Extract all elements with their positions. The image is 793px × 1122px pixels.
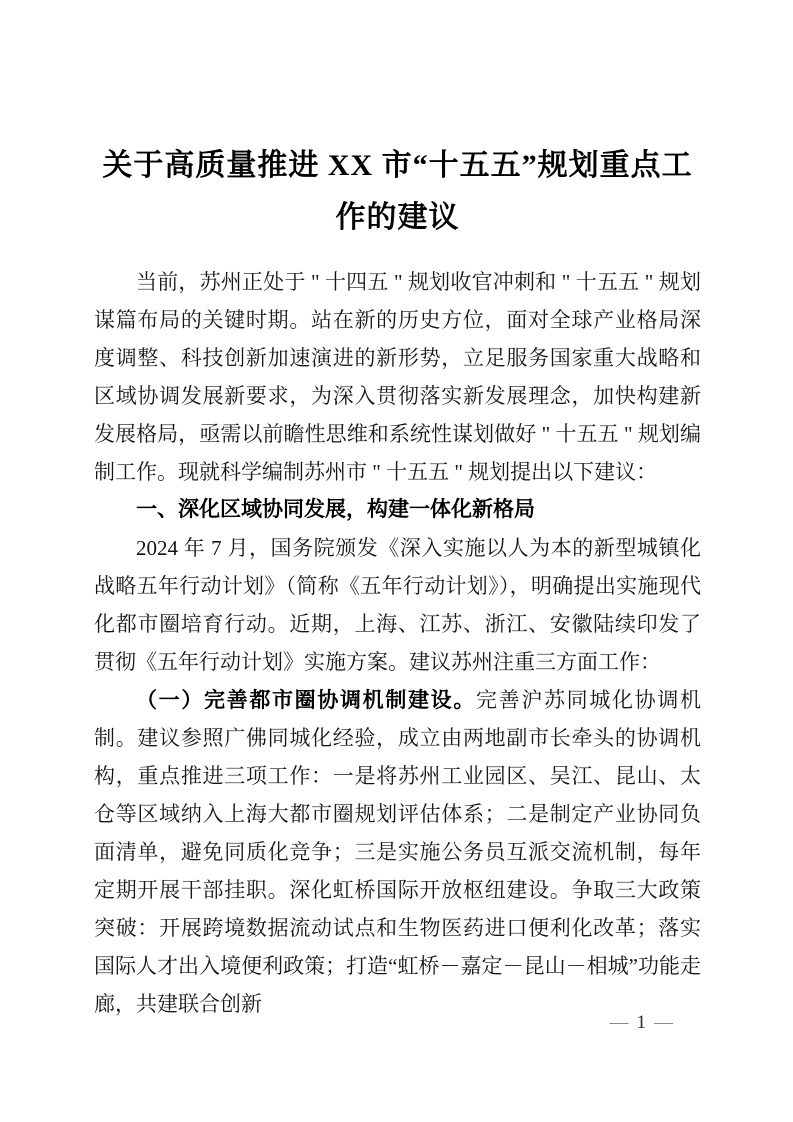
page-number-dash-right: —: [654, 1012, 675, 1033]
paragraph-3: [94, 681, 701, 1023]
page-number-dash-left: —: [609, 1012, 631, 1033]
paragraph-intro: 当前，苏州正处于 " 十四五 " 规划收官冲刺和 " 十五五 " 规划谋篇布局的关键时期。站在新的历史方位，面对全球产业格局深度调整、科技创新加速演进的新形势，立足服务国家重大战略和区域协调发展新要求，为深入贯彻落实新发展理念，加快构建新发展格局，亟需以前瞻性思维和系统性谋划做好 " 十五五 " 规划编制工作。现就科学编制苏州市 " 十五五 " 规划提出以下建议：: [94, 270, 701, 484]
paragraph-3-lead: （一）完善都市圈协调机制建设。: [136, 688, 476, 712]
paragraph-2: 2024 年 7 月，国务院颁发《深入实施以人为本的新型城镇化战略五年行动计划》（简称《五年行动计划》），明确提出实施现代化都市圈培育行动。近期，上海、江苏、浙江、安徽陆续印发了贯彻《五年行动计划》实施方案。建议苏州注重三方面工作：: [94, 536, 701, 674]
document-content: [94, 0, 701, 1023]
document-title-line-1: 关于高质量推进 XX 市“十五五”规划重点工: [102, 149, 693, 182]
document-title-line-2: 作的建议: [335, 201, 460, 234]
section-heading-1: 一、深化区域协同发展，构建一体化新格局: [136, 498, 535, 521]
paragraph-3-body: 完善沪苏同城化协调机制。建议参照广佛同城化经验，成立由两地副市长牵头的协调机构，重点推进三项工作：一是将苏州工业园区、吴江、昆山、太仓等区域纳入上海大都市圈规划评估体系；二是制定产业协同负面清单，避免同质化竞争；三是实施公务员互派交流机制，每年定期开展干部挂职。深化虹桥国际开放枢纽建设。争取三大政策突破：开展跨境数据流动试点和生物医药进口便利化改革；落实国际人才出入境便利政策；打造“虹桥－嘉定－昆山－相城”功能走廊，共建联合创新: [94, 688, 701, 1016]
page-number-value: 1: [636, 1012, 648, 1033]
page-number: [610, 1010, 676, 1036]
document-title: [94, 140, 701, 244]
document-body: [94, 263, 701, 1023]
